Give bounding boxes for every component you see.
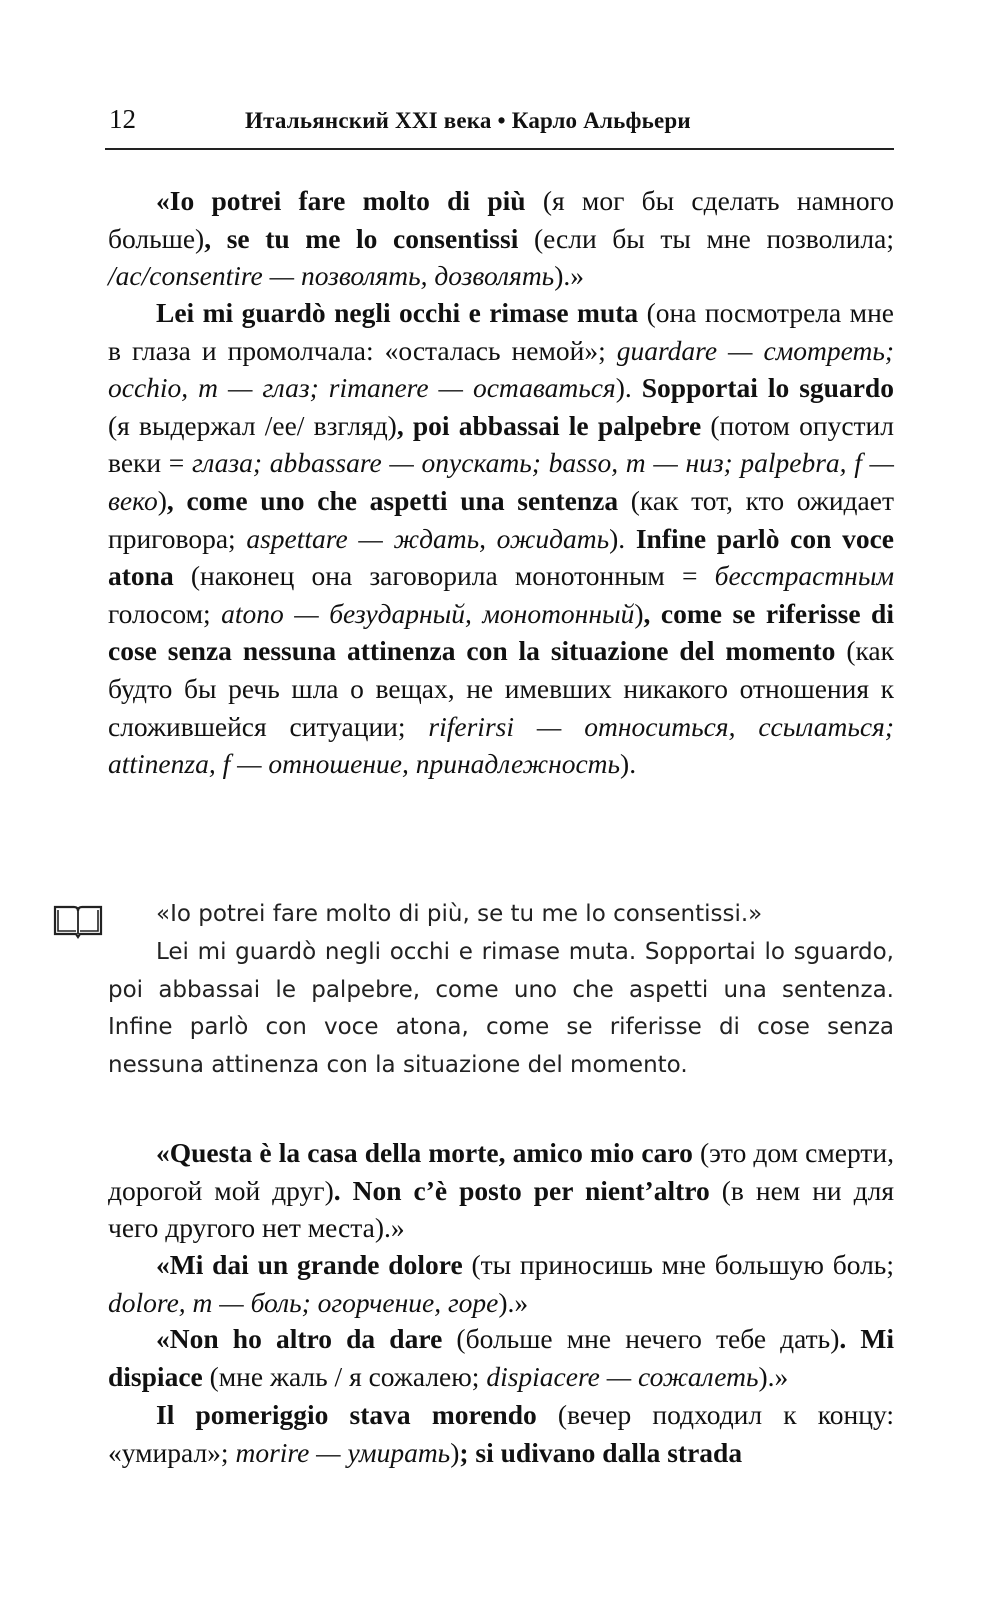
page-number: 12: [109, 104, 136, 134]
para-2-run: Sopportai lo sguardo: [641, 372, 894, 404]
para-6-run: ): [450, 1436, 460, 1468]
para-2-run: глаза; abbassare — опускать; basso, m — низ; palpebra, f — веко: [108, 447, 894, 516]
para-1: [108, 182, 894, 295]
para-2-run: atono — безударный, монотонный: [221, 597, 635, 629]
para-2-run: , poi abbassai le palpebre: [396, 409, 702, 441]
para-3: [108, 1134, 894, 1247]
para-6-run: (вечер подходил к концу: «умирал»;: [108, 1399, 894, 1468]
para-2-run: aspettare — ждать, ожидать: [246, 522, 610, 554]
para-2-run: (как будто бы речь шла о вещах, не имевших никакого отношения к сложившейся ситуации;: [108, 635, 894, 742]
para-4: [108, 1246, 894, 1321]
para-4-run: (ты приносишь мне большую боль;: [462, 1249, 894, 1280]
para-1-run: «Io potrei fare molto di più: [156, 185, 526, 216]
para-5: [108, 1320, 894, 1395]
para-2-run: ).: [615, 372, 642, 404]
para-2-run: riferirsi — относиться, ссылаться; attinenza, f — отношение, принадлежность: [108, 710, 894, 780]
para-2-run: ).: [609, 522, 636, 554]
para-6-run: ; si udivano dalla strada: [459, 1436, 743, 1468]
para-2-run: ): [157, 484, 167, 516]
para-1-run: , se tu me lo consentissi: [204, 222, 519, 254]
para-2-run: Lei mi guardò negli occhi e rimase muta: [156, 297, 639, 328]
para-2-run: , come se riferisse di cose senza nessuna attinenza con la situazione del momento: [108, 597, 894, 667]
para-2-run: ): [634, 597, 644, 629]
para-2-run: голосом;: [108, 597, 222, 629]
para-5-run: (больше мне нечего тебе дать): [442, 1323, 840, 1354]
para-2-run: (наконец она заговорила монотонным =: [173, 560, 715, 592]
reader-line-2: Lei mi guardò negli occhi e rimase muta. Sopportai lo sguardo, poi abbassai le palpebre, come uno che aspetti una sentenza. Infine parlò con voce atona, come se riferisse di cose senza nessuna attinenza con la situazione del momento.: [108, 939, 894, 1078]
para-2-run: (я выдержал /ее/ взгляд): [108, 409, 397, 441]
para-2-run: guardare — смотреть; occhio, m — глаз; rimanere — оставаться: [108, 334, 895, 404]
para-2-run: Infine parlò con voce atona: [108, 522, 894, 592]
para-2-run: бесстрастным: [714, 560, 894, 592]
para-2: [108, 294, 894, 783]
para-2-run: (она посмотрела мне в глаза и промолчала: «осталась немой»;: [108, 297, 894, 366]
para-3-run: . Non c’è posto per nient’altro: [333, 1174, 710, 1206]
para-3-run: (в нем ни для чего другого нет места).»: [108, 1174, 895, 1244]
para-5-run: ).»: [758, 1360, 789, 1392]
para-2-run: , come uno che aspetti una sentenza: [166, 484, 619, 516]
running-title: Итальянский XXI века • Карло Альфьери: [245, 108, 691, 133]
para-5-run: (мне жаль / я сожалею;: [202, 1360, 487, 1392]
para-6-run: Il pomeriggio stava morendo: [156, 1399, 537, 1430]
para-1-run: (я мог бы сделать намного больше): [108, 185, 894, 254]
reader-line-1: «Io potrei fare molto di più, se tu me lo consentissi.»: [156, 901, 763, 927]
para-1-run: (если бы ты мне позволила;: [518, 222, 894, 254]
para-1-run: ).»: [554, 260, 584, 292]
page-header: [105, 104, 894, 150]
open-book-icon: [52, 904, 104, 940]
para-4-run: ).»: [498, 1286, 529, 1318]
para-3-run: (это дом смерти, дорогой мой друг): [108, 1137, 894, 1206]
para-6: [108, 1396, 894, 1471]
para-6-run: morire — умирать: [235, 1436, 451, 1468]
para-2-run: ).: [620, 748, 637, 780]
para-4-run: dolore, m — боль; огорчение, горе: [108, 1286, 499, 1318]
para-5-run: «Non ho altro da dare: [156, 1323, 443, 1354]
para-2-run: (потом опустил веки =: [108, 409, 894, 479]
para-4-run: «Mi dai un grande dolore: [156, 1249, 463, 1280]
para-2-run: (как тот, кто ожидает приговора;: [108, 484, 894, 554]
para-5-run: . Mi dispiace: [108, 1323, 894, 1392]
para-5-run: dispiacere — сожалеть: [486, 1360, 759, 1392]
para-1-run: /ac/consentire — позволять, дозволять: [108, 260, 555, 292]
para-3-run: «Questa è la casa della morte, amico mio caro: [156, 1137, 693, 1168]
